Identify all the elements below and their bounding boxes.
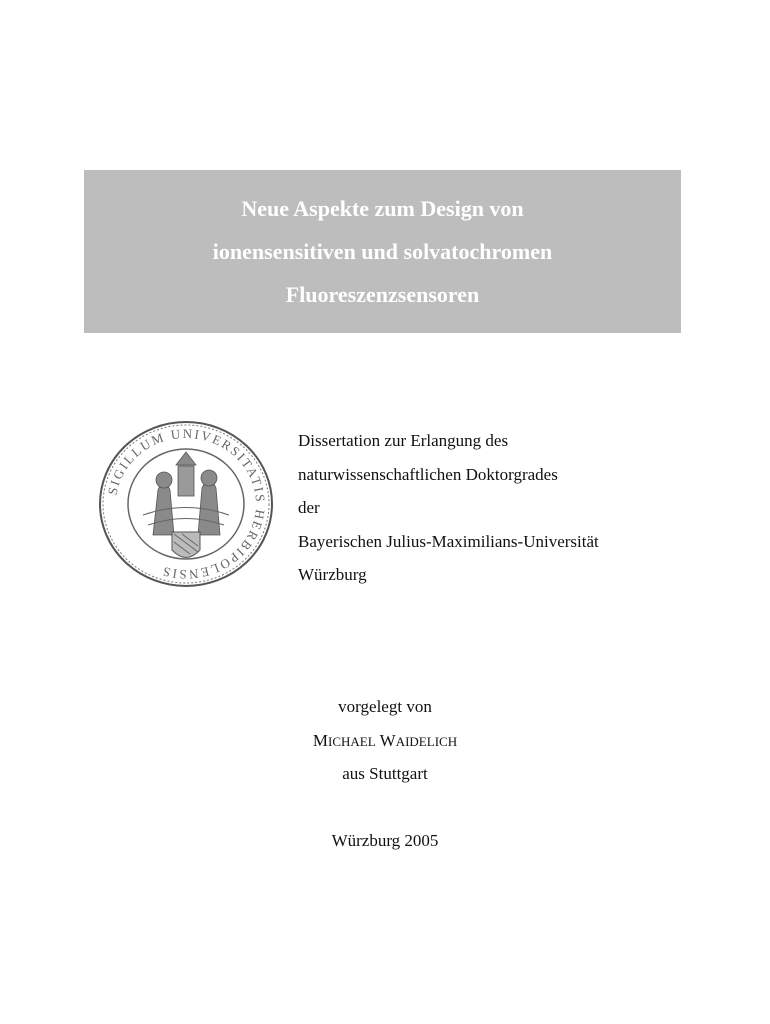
author-origin: aus Stuttgart — [342, 764, 428, 783]
dissertation-line-3: der — [298, 498, 320, 517]
author-last-initial: W — [379, 731, 396, 750]
place-date: Würzburg 2005 — [331, 831, 439, 850]
dissertation-line-1: Dissertation zur Erlangung des — [298, 431, 509, 450]
university-seal-icon — [98, 420, 274, 588]
author-first-rest: ICHAEL — [328, 734, 376, 749]
dissertation-statement — [298, 424, 599, 592]
title-line-1: Neue Aspekte zum Design von — [241, 196, 524, 221]
author-last-rest: AIDELICH — [395, 734, 458, 749]
presented-by: vorgelegt von — [338, 697, 432, 716]
dissertation-line-2: naturwissenschaftlichen Doktorgrades — [298, 464, 558, 484]
author-name — [0, 731, 770, 751]
title-line-2: ionensensitiven und solvatochromen — [212, 239, 553, 264]
title-box — [84, 170, 681, 333]
dissertation-line-5: Würzburg — [298, 565, 367, 584]
title-line-3: Fluoreszenzsensoren — [285, 282, 480, 307]
dissertation-line-4: Bayerischen Julius-Maximilians-Universität — [298, 531, 599, 551]
svg-text:SIGILLUM UNIVERSITATIS HERBIPO: SIGILLUM UNIVERSITATIS HERBIPOLENSIS — [104, 425, 269, 583]
author-first-initial: M — [312, 731, 329, 750]
